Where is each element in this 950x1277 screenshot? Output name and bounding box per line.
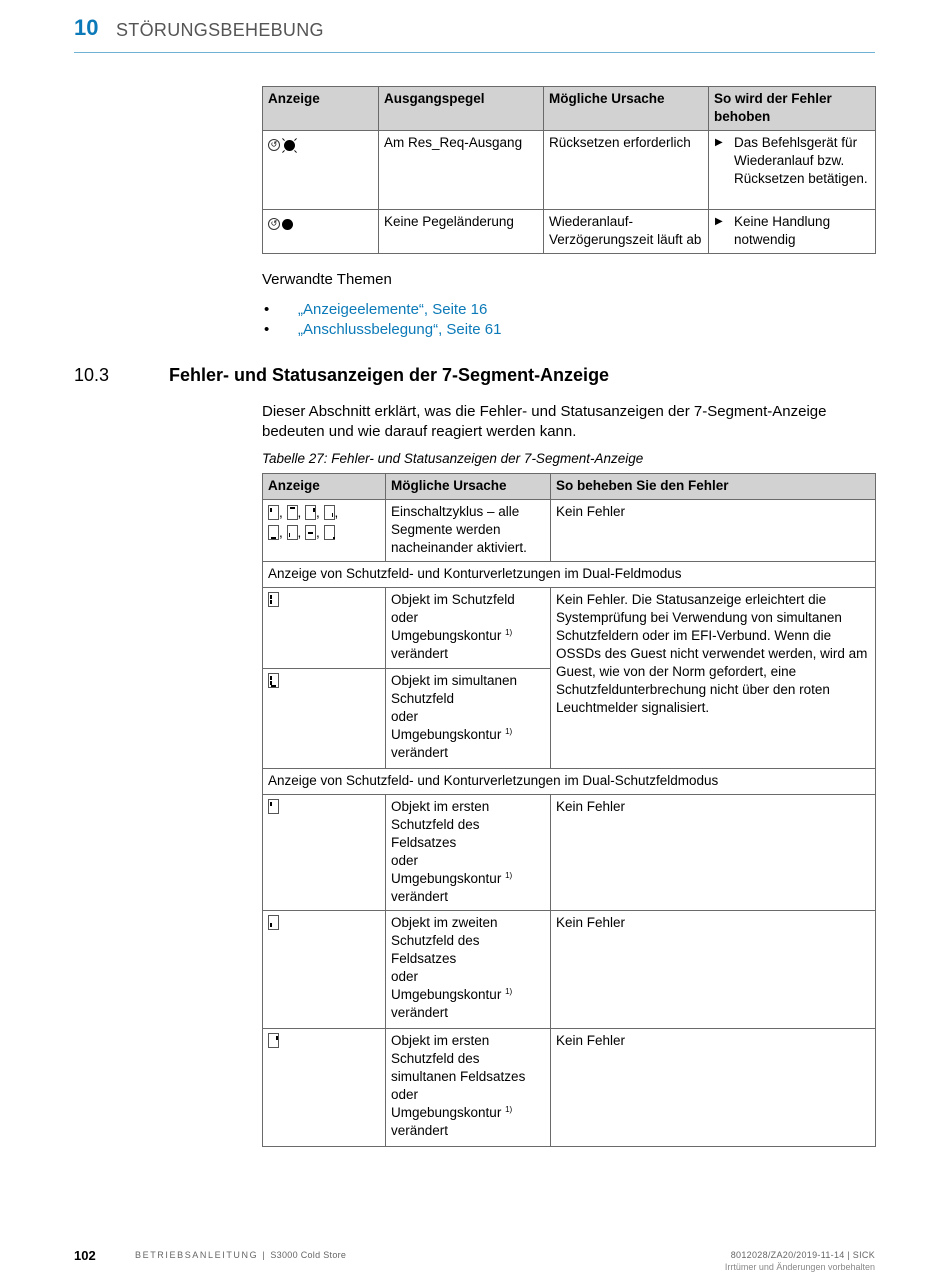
column-header: So beheben Sie den Fehler — [551, 474, 876, 500]
table-row — [263, 131, 876, 210]
cause-cell: Objekt im simultanen Schutzfeld oder Umgebungskontur $^{1)}$ verändert — [386, 669, 551, 769]
column-header: Ausgangspegel — [379, 87, 544, 131]
display-cell — [263, 795, 386, 911]
remedy-cell — [709, 131, 876, 210]
display-cell — [263, 210, 379, 254]
column-header: Mögliche Ursache — [386, 474, 551, 500]
table-header-row — [263, 474, 876, 500]
cause-cell: Objekt im zweiten Schutzfeld des Feldsatzes oder Umgebungskontur $^{1)}$ verändert — [386, 911, 551, 1029]
cause-cell: Rücksetzen erforderlich — [544, 131, 709, 210]
footnote-ref: 1) — [505, 871, 513, 880]
page-number: 102 — [74, 1248, 96, 1263]
segment-second-field-icon — [268, 915, 279, 930]
remedy-cell: Kein Fehler — [551, 911, 876, 1029]
chapter-title: STÖRUNGSBEHEBUNG — [116, 20, 324, 40]
footnote-ref: 1) — [505, 987, 513, 996]
display-cell — [263, 588, 386, 669]
display-cell — [263, 911, 386, 1029]
section-number: 10.3 — [74, 365, 110, 385]
section-title: Fehler- und Statusanzeigen der 7-Segment-Anzeige — [169, 365, 610, 385]
related-link[interactable]: • „Anzeigeelemente“, Seite 16 — [262, 300, 501, 320]
segment-first-field-icon — [268, 799, 279, 814]
group-row — [263, 769, 876, 795]
table-row — [263, 500, 876, 562]
output-level-cell: Keine Pegeländerung — [379, 210, 544, 254]
column-header: Anzeige — [263, 87, 379, 131]
chapter-number: 10 — [74, 15, 99, 40]
display-cell — [263, 500, 386, 562]
group-row — [263, 562, 876, 588]
seven-segment-table — [262, 473, 876, 1147]
table-row — [263, 210, 876, 254]
footer-disclaimer: Irrtümer und Änderungen vorbehalten — [724, 1262, 875, 1272]
display-cell — [263, 131, 379, 210]
reset-led-on-icon: ↺ — [268, 218, 293, 230]
remedy-cell: Kein Fehler — [551, 1029, 876, 1147]
table-row — [263, 1029, 876, 1147]
display-cell — [263, 1029, 386, 1147]
segment-protective-field-icon — [268, 592, 279, 607]
display-cell — [263, 669, 386, 769]
section-intro: Dieser Abschnitt erklärt, was die Fehler- und Statusanzeigen der 7-Segment-Anzeige bedeuten und wie darauf reagiert werden kann. — [262, 403, 827, 440]
segment-simultaneous-first-field-icon — [268, 1033, 279, 1048]
footer-doc-id: 8012028/ZA20/2019-11-14 | SICK — [730, 1250, 875, 1260]
reset-status-table — [262, 86, 876, 254]
footer-document: BETRIEBSANLEITUNG | S3000 Cold Store — [135, 1250, 347, 1260]
remedy-step: ▶ Keine Handlung notwendig — [714, 213, 870, 249]
output-level-cell: Am Res_Req-Ausgang — [379, 131, 544, 210]
table-row — [263, 795, 876, 911]
table-row — [263, 588, 876, 669]
cause-cell: Wiederanlauf-Verzögerungszeit läuft ab — [544, 210, 709, 254]
cause-cell: Objekt im ersten Schutzfeld des Feldsatzes oder Umgebungskontur $^{1)}$ verändert — [386, 795, 551, 911]
footnote-ref: 1) — [505, 727, 513, 736]
column-header: Mögliche Ursache — [544, 87, 709, 131]
remedy-cell: Kein Fehler — [551, 795, 876, 911]
remedy-step: ▶ Das Befehlsgerät für Wiederanlauf bzw. Rücksetzen betätigen. — [714, 134, 870, 188]
cause-cell: Einschaltzyklus – alle Segmente werden nacheinander aktiviert. — [386, 500, 551, 562]
remedy-cell: Kein Fehler. Die Statusanzeige erleichtert die Systemprüfung bei Verwendung von simultanen Schutzfeldern oder im EFI-Verbund. Wenn die OSSDs des Guest nicht verwendet werden, wird am Guest, wie von der Norm gefordert, eine Schutzfeldunterbrechung nicht über den roten Leuchtmelder signalisiert. — [551, 588, 876, 769]
cause-cell: Objekt im Schutzfeld oder Umgebungskontur $^{1)}$ verändert — [386, 588, 551, 669]
related-topics-list — [262, 300, 501, 340]
table-row — [263, 911, 876, 1029]
remedy-cell: Kein Fehler — [551, 500, 876, 562]
column-header: Anzeige — [263, 474, 386, 500]
related-topics-title: Verwandte Themen — [262, 271, 392, 288]
column-header: So wird der Fehler behoben — [709, 87, 876, 131]
group-heading: Anzeige von Schutzfeld- und Konturverletzungen im Dual-Feldmodus — [263, 562, 876, 588]
table-caption: Tabelle 27: Fehler- und Statusanzeigen der 7-Segment-Anzeige — [262, 451, 644, 466]
reset-led-flashing-icon: ↺ — [268, 138, 297, 153]
startup-segment-sequence-icon: , , , , , , , — [268, 503, 380, 543]
header-divider — [74, 52, 875, 53]
footnote-ref: 1) — [505, 628, 513, 637]
table-header-row — [263, 87, 876, 131]
segment-simultaneous-field-icon — [268, 673, 279, 688]
cause-cell: Objekt im ersten Schutzfeld des simultanen Feldsatzes oder Umgebungskontur $^{1)}$ verändert — [386, 1029, 551, 1147]
footnote-ref: 1) — [505, 1105, 513, 1114]
related-link[interactable]: • „Anschlussbelegung“, Seite 61 — [262, 320, 501, 340]
remedy-cell — [709, 210, 876, 254]
group-heading: Anzeige von Schutzfeld- und Konturverletzungen im Dual-Schutzfeldmodus — [263, 769, 876, 795]
